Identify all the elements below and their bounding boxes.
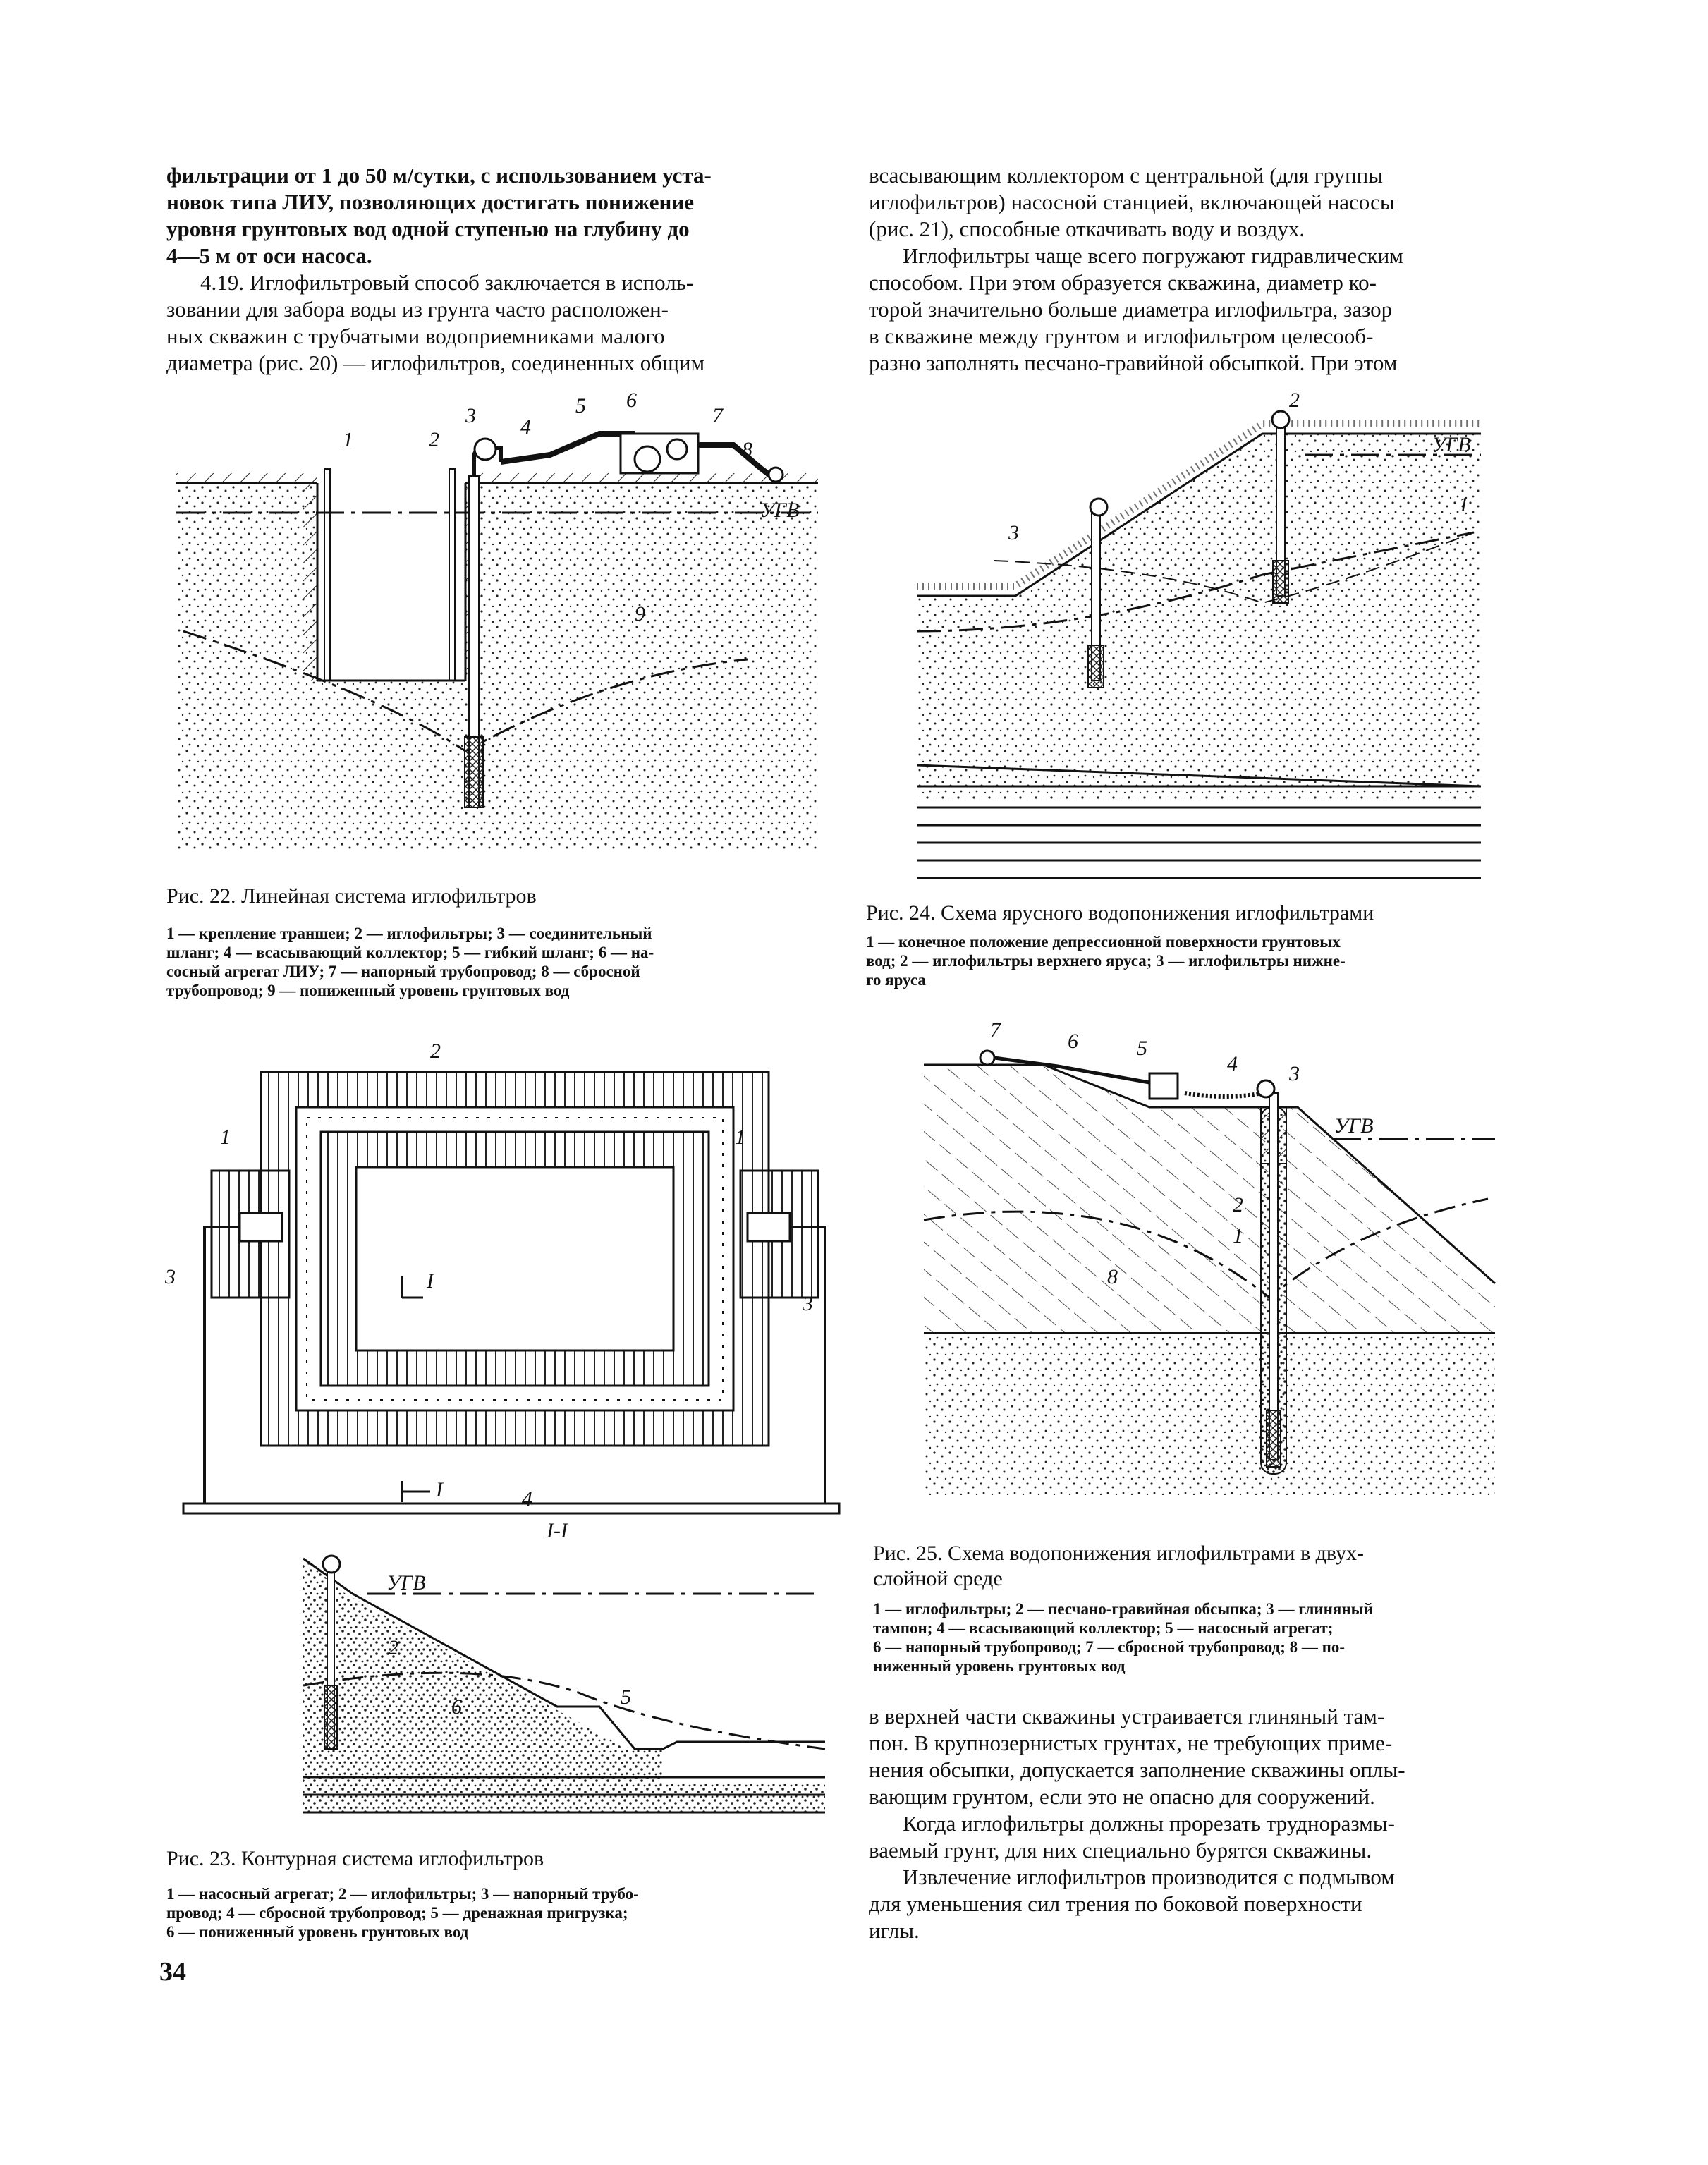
label-3-right: 3 bbox=[803, 1292, 813, 1315]
text-line: зовании для забора воды из грунта часто расположен- bbox=[166, 297, 669, 322]
legend-line: вод; 2 — иглофильтры верхнего яруса; 3 — иглофильтры нижне- bbox=[866, 952, 1346, 970]
label-6: 6 bbox=[451, 1695, 462, 1719]
label-3: 3 bbox=[1289, 1062, 1300, 1085]
text-line: торой значительно больше диаметра иглофильтра, зазор bbox=[869, 297, 1393, 322]
ugv-label: УГВ bbox=[760, 499, 800, 522]
page-number: 34 bbox=[159, 1957, 186, 1987]
paragraph-4-19 bbox=[166, 269, 826, 377]
filter bbox=[465, 737, 483, 807]
right-text-bottom bbox=[869, 1703, 1542, 1944]
text-line: ваемый грунт, для них специально бурятся скважины. bbox=[869, 1838, 1372, 1862]
text-line: уровня грунтовых вод одной ступенью на глубину до bbox=[166, 216, 690, 241]
paragraph-extraction bbox=[869, 1864, 1542, 1944]
figure-22-drawing bbox=[169, 391, 825, 857]
fig24-legend bbox=[866, 932, 1539, 989]
suction-collector bbox=[1185, 1093, 1262, 1097]
label-4: 4 bbox=[522, 1487, 532, 1511]
fig24-caption: Рис. 24. Схема ярусного водопонижения иглофильтрами bbox=[866, 901, 1374, 925]
discharge-pipe bbox=[183, 1504, 839, 1513]
legend-line: 6 — пониженный уровень грунтовых вод bbox=[166, 1923, 469, 1941]
label-2: 2 bbox=[429, 428, 439, 451]
legend-line: 1 — конечное положение депрессионной поверхности грунтовых bbox=[866, 933, 1341, 951]
soil-area bbox=[176, 483, 818, 850]
legend-line: сосный агрегат ЛИУ; 7 — напорный трубопровод; 8 — сбросной bbox=[166, 963, 640, 980]
label-7: 7 bbox=[712, 404, 723, 427]
label-8: 8 bbox=[1107, 1265, 1118, 1288]
label-2: 2 bbox=[430, 1039, 441, 1063]
label-1: 1 bbox=[1233, 1224, 1243, 1248]
section-mark-lower: I bbox=[436, 1478, 443, 1501]
soil-slope bbox=[917, 434, 1481, 800]
section-soil bbox=[303, 1559, 825, 1812]
label-5: 5 bbox=[1137, 1037, 1147, 1060]
ugv-label: УГВ bbox=[1334, 1114, 1374, 1138]
paragraph-continuation-right bbox=[869, 162, 1542, 243]
legend-line: 1 — иглофильтры; 2 — песчано-гравийная обсыпка; 3 — глиняный bbox=[873, 1600, 1373, 1618]
legend-line: трубопровод; 9 — пониженный уровень грунтовых вод bbox=[166, 982, 570, 999]
pump-left bbox=[240, 1213, 282, 1241]
label-3: 3 bbox=[465, 404, 476, 427]
left-text-top bbox=[166, 162, 826, 377]
figure-23-plan bbox=[155, 1037, 853, 1516]
label-6: 6 bbox=[626, 391, 637, 412]
text-line: вающим грунтом, если это не опасно для сооружений. bbox=[869, 1784, 1375, 1809]
legend-line: го яруса bbox=[866, 971, 926, 989]
label-2: 2 bbox=[1233, 1193, 1243, 1216]
text-line: разно заполнять песчано-гравийной обсыпкой. При этом bbox=[869, 350, 1398, 375]
text-line: в верхней части скважины устраивается глиняный там- bbox=[869, 1704, 1385, 1728]
legend-line: провод; 4 — сбросной трубопровод; 5 — дренажная пригрузка; bbox=[166, 1904, 628, 1922]
right-text-top bbox=[869, 162, 1542, 377]
paragraph-hydraulic bbox=[869, 243, 1542, 377]
label-8: 8 bbox=[742, 438, 752, 461]
fig23-legend bbox=[166, 1884, 826, 1941]
label-4: 4 bbox=[1227, 1052, 1238, 1075]
label-4: 4 bbox=[520, 415, 531, 439]
wellpoint bbox=[1269, 1093, 1278, 1460]
legend-line: шланг; 4 — всасывающий коллектор; 5 — гибкий шланг; 6 — на- bbox=[166, 944, 654, 961]
figure-23-section bbox=[296, 1516, 832, 1841]
section-title: I-I bbox=[547, 1519, 568, 1542]
label-5: 5 bbox=[621, 1685, 631, 1709]
paragraph-continuation bbox=[166, 162, 826, 269]
label-7: 7 bbox=[990, 1018, 1001, 1042]
paragraph-drilling bbox=[869, 1810, 1542, 1864]
label-2: 2 bbox=[388, 1636, 398, 1659]
text-line: иглофильтров) насосной станцией, включающей насосы bbox=[869, 190, 1395, 214]
text-line: Когда иглофильтры должны прорезать трудноразмы- bbox=[903, 1811, 1395, 1836]
legend-line: 1 — насосный агрегат; 2 — иглофильтры; 3 — напорный трубо- bbox=[166, 1885, 639, 1903]
label-1: 1 bbox=[1458, 493, 1469, 516]
label-5: 5 bbox=[575, 394, 586, 417]
figure-25-drawing bbox=[917, 1016, 1502, 1502]
text-line: Иглофильтры чаще всего погружают гидравлическим bbox=[903, 243, 1403, 268]
text-line: 4—5 м от оси насоса. bbox=[166, 243, 372, 268]
legend-line: 6 — напорный трубопровод; 7 — сбросной трубопровод; 8 — по- bbox=[873, 1638, 1346, 1656]
text-line: Извлечение иглофильтров производится с подмывом bbox=[903, 1865, 1395, 1889]
text-line: диаметра (рис. 20) — иглофильтров, соединенных общим bbox=[166, 350, 705, 375]
label-2: 2 bbox=[1289, 391, 1300, 412]
fig23-caption: Рис. 23. Контурная система иглофильтров bbox=[166, 1847, 544, 1870]
text-line: новок типа ЛИУ, позволяющих достигать понижение bbox=[166, 190, 694, 214]
ugv-label: УГВ bbox=[1432, 433, 1471, 456]
section-mark-upper: I bbox=[427, 1269, 434, 1293]
pump-right bbox=[748, 1213, 790, 1241]
fig25-legend bbox=[873, 1599, 1543, 1676]
text-line: всасывающим коллектором с центральной (для группы bbox=[869, 163, 1384, 188]
legend-line: 1 — крепление траншеи; 2 — иглофильтры; 3 — соединительный bbox=[166, 925, 652, 942]
paragraph-clay-plug bbox=[869, 1703, 1542, 1810]
text-line: способом. При этом образуется скважина, диаметр ко- bbox=[869, 270, 1377, 295]
label-3-left: 3 bbox=[165, 1265, 176, 1288]
caption-line: Рис. 25. Схема водопонижения иглофильтрами в двух- bbox=[873, 1542, 1365, 1565]
text-line: фильтрации от 1 до 50 м/сутки, с использованием уста- bbox=[166, 163, 712, 188]
label-3: 3 bbox=[1008, 521, 1019, 544]
figure-24-drawing bbox=[910, 391, 1502, 885]
text-line: нения обсыпки, допускается заполнение скважины оплы- bbox=[869, 1757, 1405, 1782]
hose-connector bbox=[475, 439, 496, 460]
sand-layer bbox=[924, 1333, 1495, 1495]
legend-line: ниженный уровень грунтовых вод bbox=[873, 1657, 1126, 1675]
label-1-left: 1 bbox=[220, 1126, 231, 1149]
label-1: 1 bbox=[343, 428, 353, 451]
text-line: (рис. 21), способные откачивать воду и воздух. bbox=[869, 216, 1305, 241]
label-9: 9 bbox=[635, 602, 645, 626]
text-line: пон. В крупнозернистых грунтах, не требующих приме- bbox=[869, 1731, 1393, 1755]
label-1-right: 1 bbox=[735, 1126, 745, 1149]
label-6: 6 bbox=[1068, 1030, 1078, 1053]
text-line: иглы. bbox=[869, 1918, 920, 1943]
fig25-caption bbox=[873, 1541, 1543, 1592]
legend-line: тампон; 4 — всасывающий коллектор; 5 — насосный агрегат; bbox=[873, 1619, 1334, 1637]
caption-line: слойной среде bbox=[873, 1567, 1003, 1590]
fig22-caption: Рис. 22. Линейная система иглофильтров bbox=[166, 884, 537, 908]
ugv-label: УГВ bbox=[386, 1571, 426, 1594]
pump-unit bbox=[1149, 1073, 1178, 1099]
text-line: для уменьшения сил трения по боковой поверхности bbox=[869, 1891, 1362, 1916]
text-line: 4.19. Иглофильтровый способ заключается в исполь- bbox=[200, 270, 694, 295]
clay-layer bbox=[924, 1065, 1495, 1333]
fig22-legend bbox=[166, 924, 826, 1000]
text-line: в скважине между грунтом и иглофильтром целесооб- bbox=[869, 324, 1374, 348]
pit-bottom bbox=[356, 1167, 673, 1350]
text-line: ных скважин с трубчатыми водоприемниками малого bbox=[166, 324, 665, 348]
